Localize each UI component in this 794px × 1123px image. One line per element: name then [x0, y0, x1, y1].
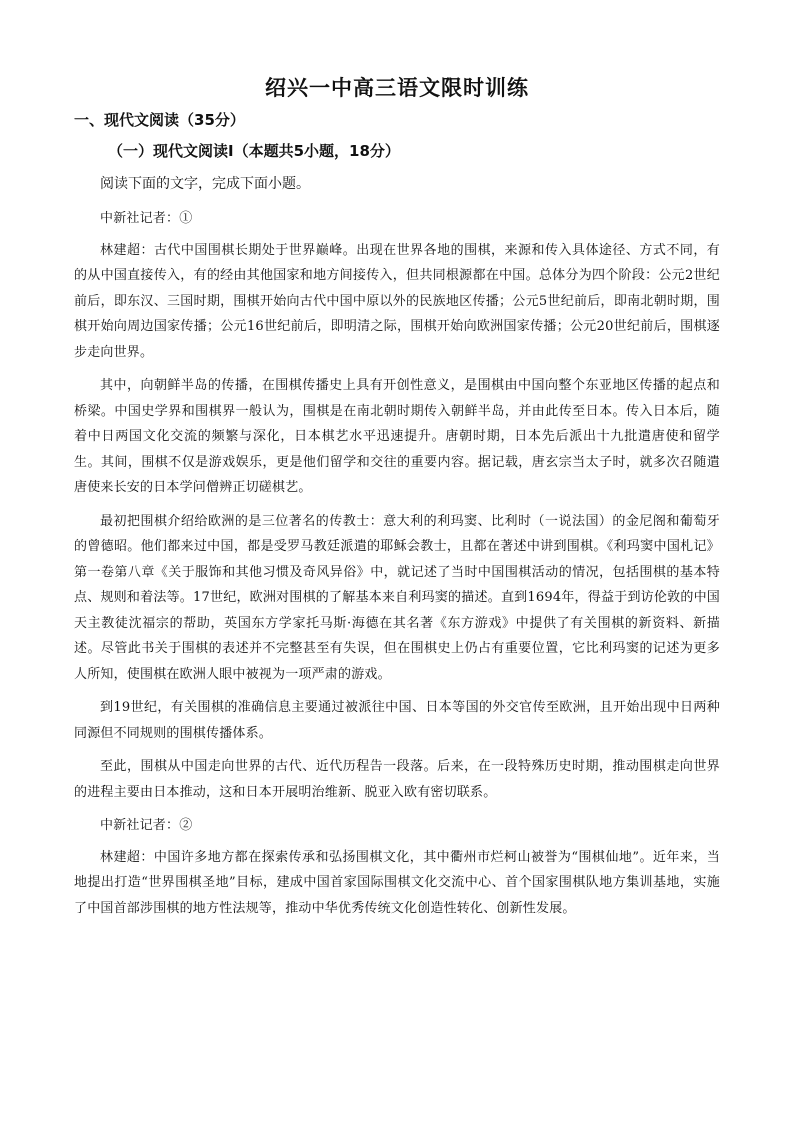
passage-paragraph: 其中，向朝鲜半岛的传播，在围棋传播史上具有开创性意义，是围棋由中国向整个东亚地区传播的起点和桥梁。中国史学界和围棋界一般认为，围棋是在南北朝时期传入朝鲜半岛，并由此传至日本。传入日本后，随着中日两国文化交流的频繁与深化，日本棋艺水平迅速提升。唐朝时期，日本先后派出十九批遣唐使和留学生。其间，围棋不仅是游戏娱乐，更是他们留学和交往的重要内容。据记载，唐玄宗当太子时，就多次召随遣唐使来长安的日本学问僧辨正切磋棋艺。: [74, 378, 720, 495]
passage-body: [74, 206, 720, 929]
reading-instruction: 阅读下面的文字，完成下面小题。: [100, 176, 310, 192]
passage-paragraph: 到19世纪，有关围棋的准确信息主要通过被派往中国、日本等国的外交官传至欧洲，且开始出现中日两种同源但不同规则的围棋传播体系。: [74, 700, 720, 741]
interviewer-question-1: 中新社记者：①: [100, 211, 193, 226]
interviewer-question-2: 中新社记者：②: [100, 818, 193, 833]
passage-paragraph: 林建超：古代中国围棋长期处于世界巅峰。出现在世界各地的围棋，来源和传入具体途径、方式不同，有的从中国直接传入，有的经由其他国家和地方间接传入，但共同根源都在中国。总体分为四个阶段：公元2世纪前后，即东汉、三国时期，围棋开始向古代中国中原以外的民族地区传播；公元5世纪前后，即南北朝时期，围棋开始向周边国家传播；公元16世纪前后，即明清之际，围棋开始向欧洲国家传播；公元20世纪前后，围棋逐步走向世界。: [74, 242, 720, 360]
passage-paragraph: 最初把围棋介绍给欧洲的是三位著名的传教士：意大利的利玛窦、比利时（一说法国）的金尼阁和葡萄牙的曾德昭。他们都来过中国，都是受罗马教廷派遣的耶稣会教士，且都在著述中讲到围棋。《利玛窦中国札记》第一卷第八章《关于服饰和其他习惯及奇风异俗》中，就记述了当时中国围棋活动的情况，包括围棋的基本特点、规则和着法等。17世纪，欧洲对围棋的了解基本来自利玛窦的描述。直到1694年，得益于到访伦敦的中国天主教徒沈福宗的帮助，英国东方学家托马斯·海德在其名著《东方游戏》中提供了有关围棋的新资料、新描述。尽管此书关于围棋的表述并不完整甚至有失误，但在围棋史上仍占有重要位置，它比利玛窦的记述为更多人所知，使围棋在欧洲人眼中被视为一项严肃的游戏。: [74, 513, 720, 682]
passage-paragraph: 至此，围棋从中国走向世界的古代、近代历程告一段落。后来，在一段特殊历史时期，推动围棋走向世界的进程主要由日本推动，这和日本开展明治维新、脱亚入欧有密切联系。: [74, 759, 720, 800]
document-title: 绍兴一中高三语文限时训练: [265, 76, 529, 100]
section-heading: 一、现代文阅读（35分）: [74, 111, 245, 129]
passage-paragraph: 林建超：中国许多地方都在探索传承和弘扬围棋文化，其中衢州市烂柯山被誉为“围棋仙地”。近年来，当地提出打造“世界围棋圣地”目标，建成中国首家国际围棋文化交流中心、首个国家围棋队地方集训基地，实施了中国首部涉围棋的地方性法规等，推动中华优秀传统文化创造性转化、创新性发展。: [74, 849, 720, 916]
subsection-heading: （一）现代文阅读Ⅰ（本题共5小题，18分）: [108, 142, 400, 160]
